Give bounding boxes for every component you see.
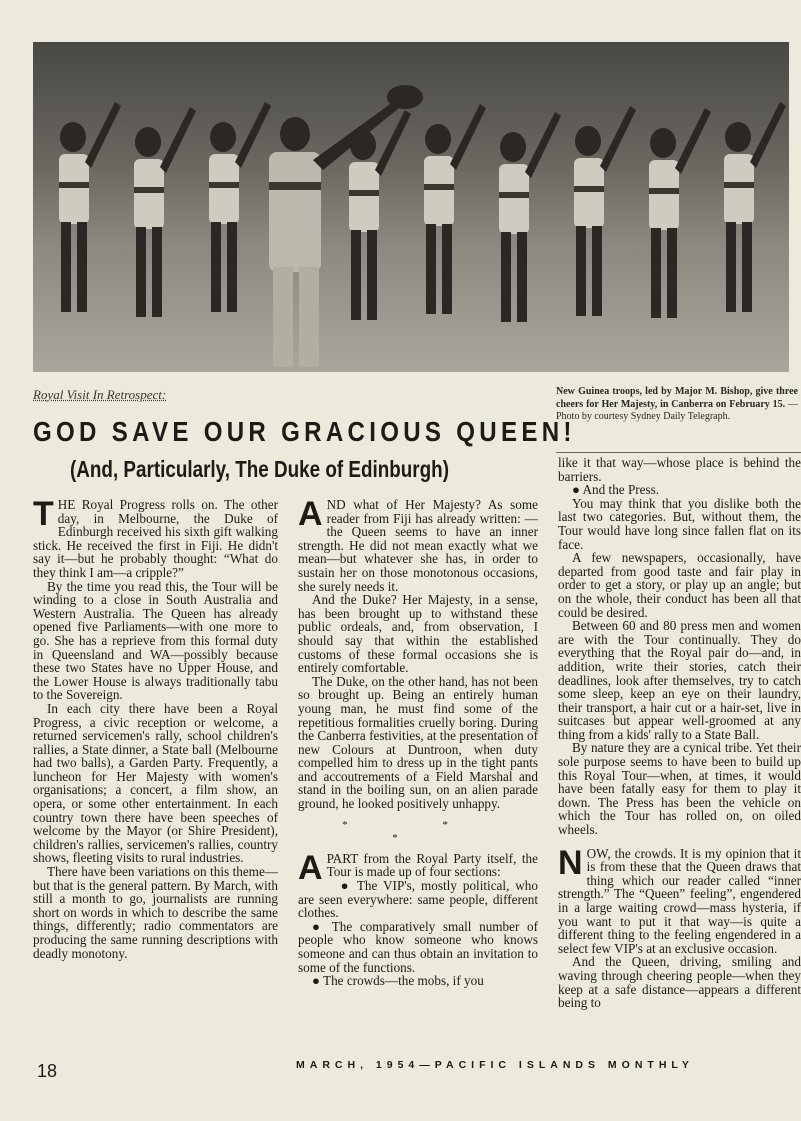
paragraph: [33, 495, 278, 580]
bullet-item: ● The comparatively small number of people who know someone who knows someone and can thus obtain an invitation to some of the functions.: [298, 918, 538, 975]
paragraph: And the Queen, driving, smiling and waving through cheering people—when they keep at a safe distance—appears a different being to: [558, 954, 801, 1011]
paragraph-text: HE Royal Progress rolls on. The other day, in Melbourne, the Duke of Edinburgh received his sixth gift walking stick. He received the first in Fiji. He didn't say it—but he probably thought: “What do they think I am—a cripple?”: [33, 497, 278, 580]
paragraph: And the Duke? Her Majesty, in a sense, has been brought up to withstand these public ordeals, and, from observation, I should say that within the established customs of these formal occasions she is entirely comfortable.: [298, 592, 538, 676]
paragraph-text: ND what of Her Majesty? As some reader from Fiji has already written: — the Queen seems to have an inner strength. He did not mean exactly what we mean—but whatever she has, in order to sustain her on those monotonous occasions, she surely needs it.: [298, 497, 538, 594]
news-photo: [33, 42, 789, 372]
paragraph-text: PART from the Royal Party itself, the Tour is made up of four sections:: [326, 850, 538, 880]
article-column-3: [558, 456, 801, 1036]
paragraph: [558, 843, 801, 956]
kicker-label: Royal Visit In Retrospect:: [33, 387, 167, 402]
headline: GOD SAVE OUR GRACIOUS QUEEN!: [33, 416, 576, 447]
paragraph: There have been variations on this theme—but that is the general pattern. By March, with still a month to go, journalists are running short on words in which to describe the same things, differently; radio commentators are producing the same running descriptions with deadly monotony.: [33, 864, 278, 961]
column-rule: [556, 452, 801, 453]
paragraph: A few newspapers, occasionally, have departed from good taste and fair play in order to get a story, or play up an angle; but on the whole, their conduct has been all that could be desired.: [558, 550, 801, 620]
troops-saluting-illustration: [33, 42, 789, 372]
page-number: 18: [37, 1061, 58, 1081]
article-column-1: [33, 495, 278, 961]
paragraph: like it that way—whose place is behind the barriers.: [558, 456, 801, 484]
paragraph: In each city there have been a Royal Progress, a civic reception or welcome, a returned servicemen's rally, school children's rallies, a State dinner, a State ball (Melbourne had two balls), a Garden Party. Frequently, a luncheon for Her Majesty with women's organisations; a concert, a film show, an opera, or some other entertainment. In each country town there have been speeches of welcome by the Mayor (or Shire President), children's rallies, servicemen's rallies, country shows, fleeting visits to rural industries.: [33, 700, 278, 866]
bullet-item: ● And the Press.: [572, 482, 660, 498]
drop-cap: A: [298, 495, 323, 533]
caption-credit: —Photo by courtesy Sydney Daily Telegraph.: [556, 398, 798, 422]
paragraph: [298, 848, 538, 887]
paragraph: By the time you read this, the Tour will be winding to a close in South Australia and Western Australia. The Queen has already opened five Parliaments—with one more to go. She has a reprieve from this formal duty in Queensland and WA—possibly because these two States have no Upper House, and the Lower House is always traditionally tabu to the Sovereign.: [33, 578, 278, 703]
photo-caption: [556, 386, 798, 424]
subheadline: (And, Particularly, The Duke of Edinburgh): [70, 456, 449, 482]
bullet-item: ● The crowds—the mobs, if you: [312, 973, 484, 989]
running-footer: MARCH, 1954—PACIFIC ISLANDS MONTHLY: [296, 1059, 694, 1071]
paragraph: Between 60 and 80 press men and women are with the Tour continually. They do everything that the Royal pair do—and, in addition, write their stories, catch their deadlines, look after themselves, try to catch some sleep, keep an eye on their laundry, their transport, a hair cut or a hair-set, live in suitcases but appear well-groomed at any thing from a kids' rally to a State Ball.: [558, 618, 801, 742]
paragraph: [298, 495, 538, 594]
drop-cap: T: [33, 495, 54, 533]
section-divider: * * *: [342, 818, 494, 845]
paragraph: You may think that you dislike both the last two categories. But, without them, the Tour would have long since fallen flat on its face.: [558, 495, 801, 552]
drop-cap: A: [298, 848, 323, 887]
bullet-item: ● The VIP's, mostly political, who are seen everywhere: same people, different clothes.: [298, 878, 538, 921]
article-column-2: [298, 495, 538, 989]
drop-cap: N: [558, 843, 583, 882]
caption-text: New Guinea troops, led by Major M. Bishop, give three cheers for Her Majesty, in Canberra on February 15.: [556, 386, 798, 410]
paragraph-text: OW, the crowds. It is my opinion that it is from these that the Queen draws that thing which our reader called “inner strength.” The “Queen” feeling”, engendered in a large waiting crowd—mass hysteria, if you want to put it that way—is quite a different thing to the feeling engendered in a select few VIP's at an exclusive occasion.: [558, 845, 801, 956]
paragraph: By nature they are a cynical tribe. Yet their sole purpose seems to have been to build up this Royal Tour—when, at times, it would have been fatally easy for them to play it down. The Press has been the vehicle on which the Tour has rolled on, on oiled wheels.: [558, 740, 801, 838]
paragraph: The Duke, on the other hand, has not been so brought up. Being an entirely human young man, he must find some of the repetitious formalities cruelly boring. During the Canberra festivities, at the presentation of new Colours at Duntroon, when duty compelled him to dress up in the tight pants and accoutrements of a Field Marshal and stand in the boiling sun, on an alien parade ground, he looked positively unhappy.: [298, 673, 538, 812]
